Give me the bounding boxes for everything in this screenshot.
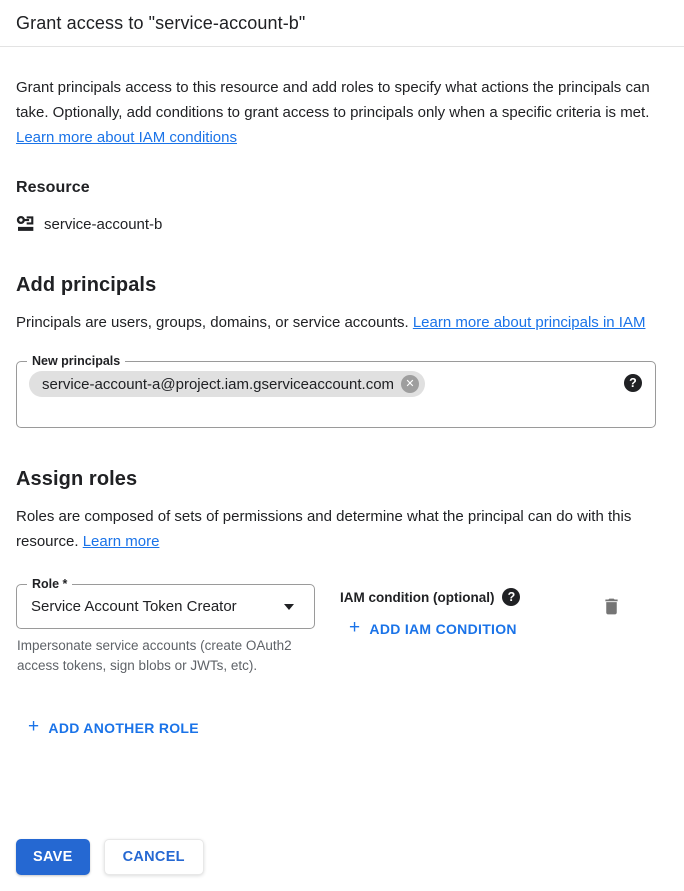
assign-roles-heading: Assign roles: [16, 468, 138, 490]
dialog-title: Grant access to "service-account-b": [16, 13, 306, 33]
iam-condition-label: IAM condition (optional): [340, 589, 495, 605]
role-selected-value: Service Account Token Creator: [31, 598, 237, 615]
new-principals-field[interactable]: [16, 354, 656, 428]
principals-help-icon[interactable]: ?: [624, 374, 642, 392]
delete-role-button[interactable]: [597, 592, 626, 624]
dialog-body: [0, 75, 684, 738]
roles-learn-more-link[interactable]: Learn more: [82, 533, 160, 550]
add-another-role-button[interactable]: [28, 718, 199, 737]
intro-text: [16, 75, 656, 150]
dialog-actions: [16, 839, 204, 875]
cancel-button[interactable]: CANCEL: [104, 839, 204, 875]
dialog-header: [0, 0, 684, 47]
add-principals-description: [16, 310, 656, 335]
add-iam-condition-label: ADD IAM CONDITION: [369, 620, 517, 637]
chip-remove-icon[interactable]: ✕: [401, 375, 419, 393]
dropdown-arrow-icon: [284, 604, 294, 610]
role-select[interactable]: [16, 577, 315, 629]
principal-chip: [29, 371, 425, 397]
save-button[interactable]: SAVE: [16, 839, 90, 875]
service-account-icon: [16, 214, 36, 234]
principal-chip-row: [29, 371, 643, 397]
resource-name: service-account-b: [44, 215, 163, 233]
trash-icon: [601, 605, 622, 620]
principals-learn-more-link[interactable]: Learn more about principals in IAM: [412, 314, 646, 331]
add-principals-heading: Add principals: [16, 274, 157, 296]
role-column: [16, 577, 315, 675]
iam-conditions-link[interactable]: Learn more about IAM conditions: [16, 129, 237, 146]
assign-roles-description-body: Roles are composed of sets of permissions and determine what the principal can do with this resource.: [16, 508, 632, 550]
new-principals-label: New principals: [27, 354, 125, 368]
role-row: [16, 577, 656, 675]
role-helper-text: Impersonate service accounts (create OAuth2 access tokens, sign blobs or JWTs, etc).: [17, 638, 292, 673]
iam-condition-label-row: [340, 584, 597, 606]
iam-condition-help-icon[interactable]: ?: [502, 588, 520, 606]
add-another-role-label: ADD ANOTHER ROLE: [48, 719, 199, 736]
resource-row: [16, 214, 656, 234]
assign-roles-description: [16, 504, 656, 554]
resource-heading: Resource: [16, 179, 90, 196]
add-principals-description-body: Principals are users, groups, domains, or service accounts.: [16, 314, 413, 331]
intro-text-body: Grant principals access to this resource and add roles to specify what actions the principals can take. Optionally, add conditions to grant access to principals only when a specific criteria is met.: [16, 79, 650, 121]
add-iam-condition-button[interactable]: [349, 619, 517, 638]
role-label: Role *: [27, 577, 72, 591]
iam-condition-column: [340, 584, 597, 639]
plus-icon: +: [349, 617, 361, 638]
principal-chip-label: service-account-a@project.iam.gserviceaccount.com: [42, 375, 395, 393]
plus-icon: +: [28, 716, 40, 737]
